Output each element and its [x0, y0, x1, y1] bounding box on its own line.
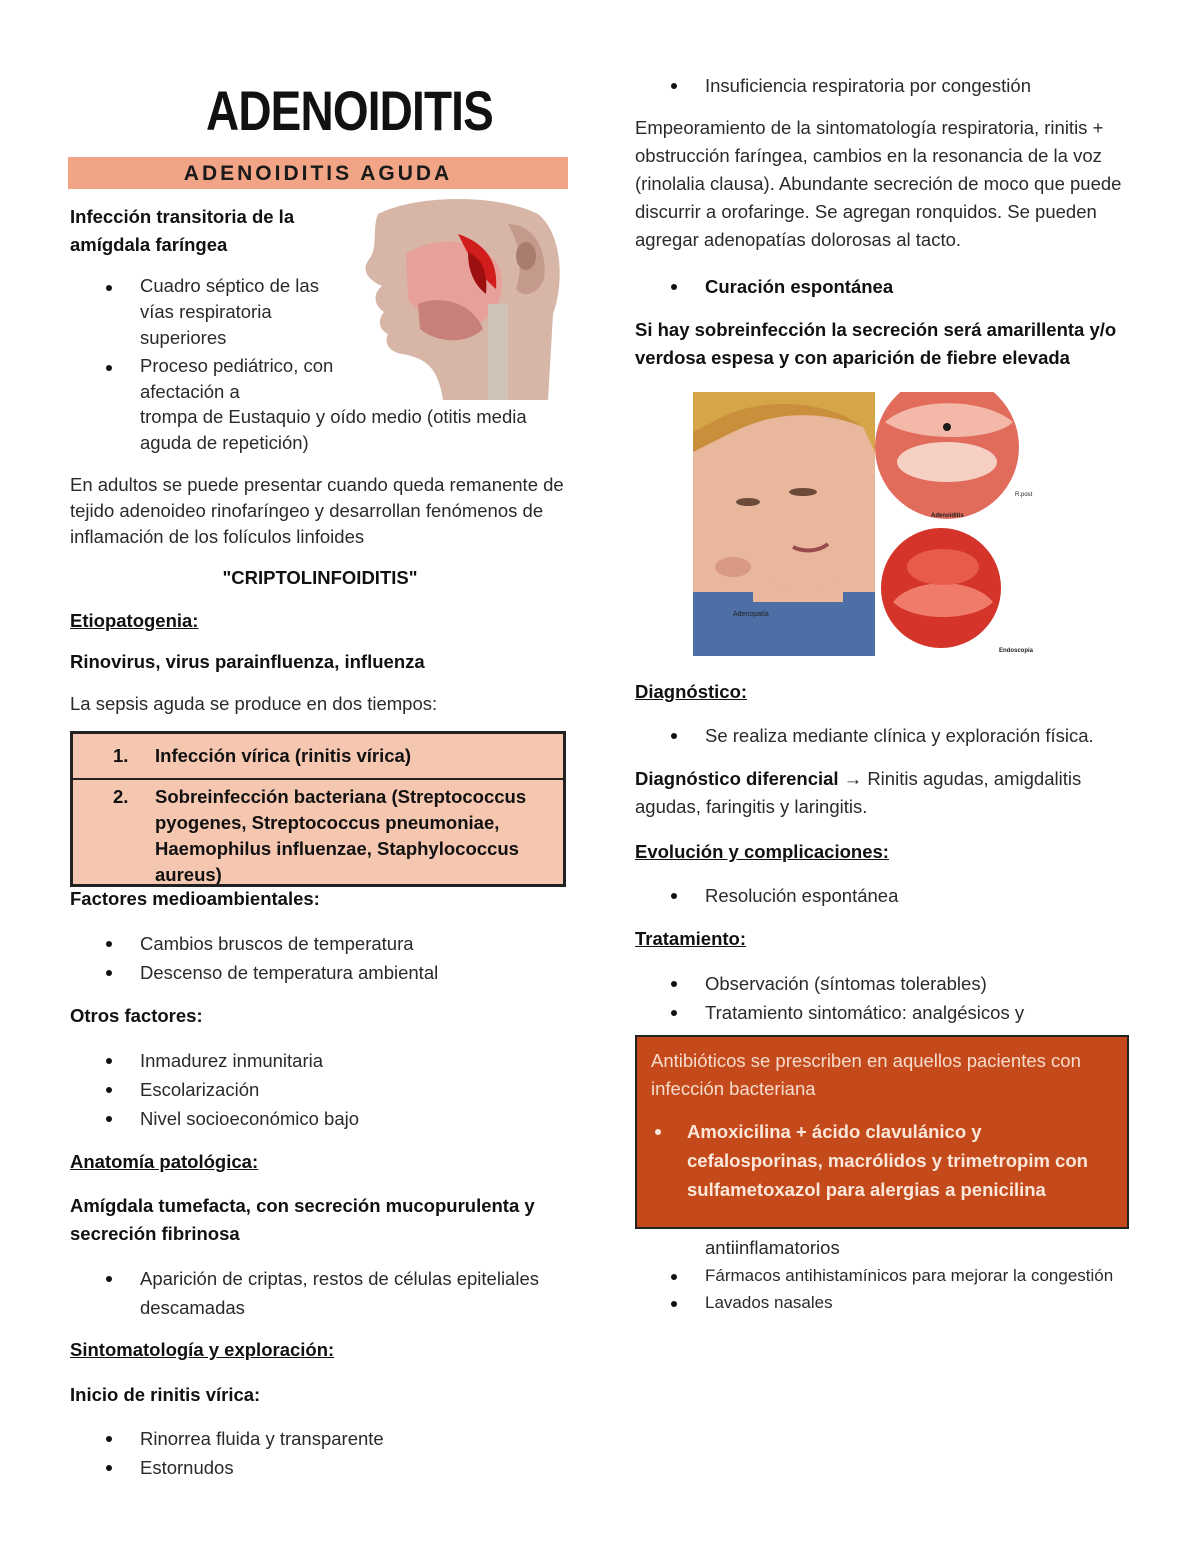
intro-continuation: trompa de Eustaquio y oído medio (otitis media aguda de repetición) [140, 406, 527, 453]
list-item: Escolarización [70, 1075, 570, 1104]
sepsis-step-number: 2. [113, 786, 129, 807]
anatomia-heading: Anatomía patológica: [70, 1151, 259, 1172]
list-item: Aparición de criptas, restos de células epiteliales descamadas [70, 1264, 570, 1322]
head-anatomy-illustration [348, 194, 564, 400]
diagnostico-diferencial [635, 765, 1135, 821]
top-bullet-list [635, 71, 1135, 100]
list-item: Cambios bruscos de temperatura [70, 929, 570, 958]
factores-heading: Factores medioambientales: [70, 888, 320, 909]
diferencial-text: → Rinitis agudas, amigdalitis agudas, faringitis y laringitis. [635, 768, 1082, 817]
sepsis-step [73, 778, 563, 884]
photo-label-side: Adenopatía [733, 611, 769, 618]
empeoramiento-paragraph: Empeoramiento de la sintomatología respiratoria, rinitis + obstrucción faríngea, cambios en la resonancia de la voz (rinolalia clausa). Abundante secreción de moco que puede discurrir a orofaringe. Se agregan ronquidos. Se pueden agregar adenopatías dolorosas al tacto. [635, 117, 1122, 250]
list-item: Nivel socioeconómico bajo [70, 1104, 570, 1133]
list-item: Lavados nasales [635, 1289, 1155, 1316]
list-item: Curación espontánea [635, 272, 1135, 301]
etiopatogenia-heading: Etiopatogenia: [70, 610, 199, 631]
sepsis-step [73, 734, 563, 778]
list-item: Inmadurez inmunitaria [70, 1046, 570, 1075]
diagnostico-list [635, 721, 1135, 750]
page-title: ADENOIDITIS [206, 79, 493, 142]
sepsis-intro: La sepsis aguda se produce en dos tiempos: [70, 693, 438, 714]
list-item: Proceso pediátrico, con afectación a [70, 353, 340, 405]
list-item: Resolución espontánea [635, 881, 1135, 910]
intro-bullet-list [70, 273, 340, 405]
adults-paragraph: En adultos se puede presentar cuando queda remanente de tejido adenoideo rinofaríngeo y desarrollan fenómenos de inflamación de los folículos linfoides [70, 474, 564, 547]
list-item: Observación (síntomas tolerables) [635, 969, 1135, 998]
curacion-list [635, 272, 1135, 301]
evolucion-heading: Evolución y complicaciones: [635, 841, 889, 862]
list-item: Tratamiento sintomático: analgésicos y [635, 998, 1135, 1027]
sepsis-step-number: 1. [113, 745, 129, 766]
anatomia-description: Amígdala tumefacta, con secreción mucopurulenta y secreción fibrinosa [70, 1195, 535, 1244]
sepsis-step-text: Infección vírica (rinitis vírica) [155, 745, 412, 766]
inicio-heading: Inicio de rinitis vírica: [70, 1384, 261, 1405]
sobreinfeccion-note: Si hay sobreinfección la secreción será amarillenta y/o verdosa espesa y con aparición de fiebre elevada [635, 319, 1117, 368]
sepsis-steps-table [70, 731, 566, 887]
photo-label-bottom: Endoscopia [999, 648, 1034, 654]
list-item: Amoxicilina + ácido clavulánico y cefalosporinas, macrólidos y trimetropim con sulfametoxazol para alergias a penicilina [651, 1117, 1113, 1204]
antibiotics-heading: Antibióticos se prescriben en aquellos pacientes con infección bacteriana [651, 1050, 1081, 1099]
factores-list [70, 929, 570, 987]
diagnostico-heading: Diagnóstico: [635, 681, 748, 702]
list-item: Descenso de temperatura ambiental [70, 958, 570, 987]
list-item: Estornudos [70, 1453, 570, 1482]
criptolinfoiditis: "CRIPTOLINFOIDITIS" [222, 567, 418, 588]
list-item: Insuficiencia respiratoria por congestión [635, 71, 1135, 100]
anatomia-list [70, 1264, 570, 1322]
clinical-photo-collage [693, 392, 1045, 656]
list-item: Cuadro séptico de las vías respiratoria superiores [70, 273, 340, 351]
antibiotics-list [651, 1117, 1113, 1204]
photo-label-middle: Adenoiditis [931, 513, 964, 519]
list-item: Se realiza mediante clínica y exploración física. [635, 721, 1135, 750]
otros-list [70, 1046, 570, 1133]
viruses-line: Rinovirus, virus parainfluenza, influenza [70, 651, 425, 672]
inicio-list [70, 1424, 570, 1482]
sepsis-step-text: Sobreinfección bacteriana (Streptococcus pyogenes, Streptococcus pneumoniae, Haemophilus influenzae, Staphylococcus aureus) [155, 786, 527, 884]
photo-label-top: R.post [1015, 492, 1033, 498]
list-item: Fármacos antihistamínicos para mejorar la congestión [635, 1262, 1155, 1289]
otros-heading: Otros factores: [70, 1005, 203, 1026]
diferencial-label: Diagnóstico diferencial [635, 768, 839, 789]
sintomatologia-heading: Sintomatología y exploración: [70, 1339, 335, 1360]
antibiotics-callout [635, 1035, 1129, 1229]
antiinflamatorios-continuation: antiinflamatorios [705, 1237, 840, 1258]
tratamiento-more-list [635, 1262, 1155, 1316]
tratamiento-list [635, 969, 1135, 1027]
list-item: Rinorrea fluida y transparente [70, 1424, 570, 1453]
intro-heading: Infección transitoria de la amígdala faríngea [70, 206, 295, 255]
tratamiento-heading: Tratamiento: [635, 928, 747, 949]
evolucion-list [635, 881, 1135, 910]
section-band: ADENOIDITIS AGUDA [68, 157, 568, 189]
